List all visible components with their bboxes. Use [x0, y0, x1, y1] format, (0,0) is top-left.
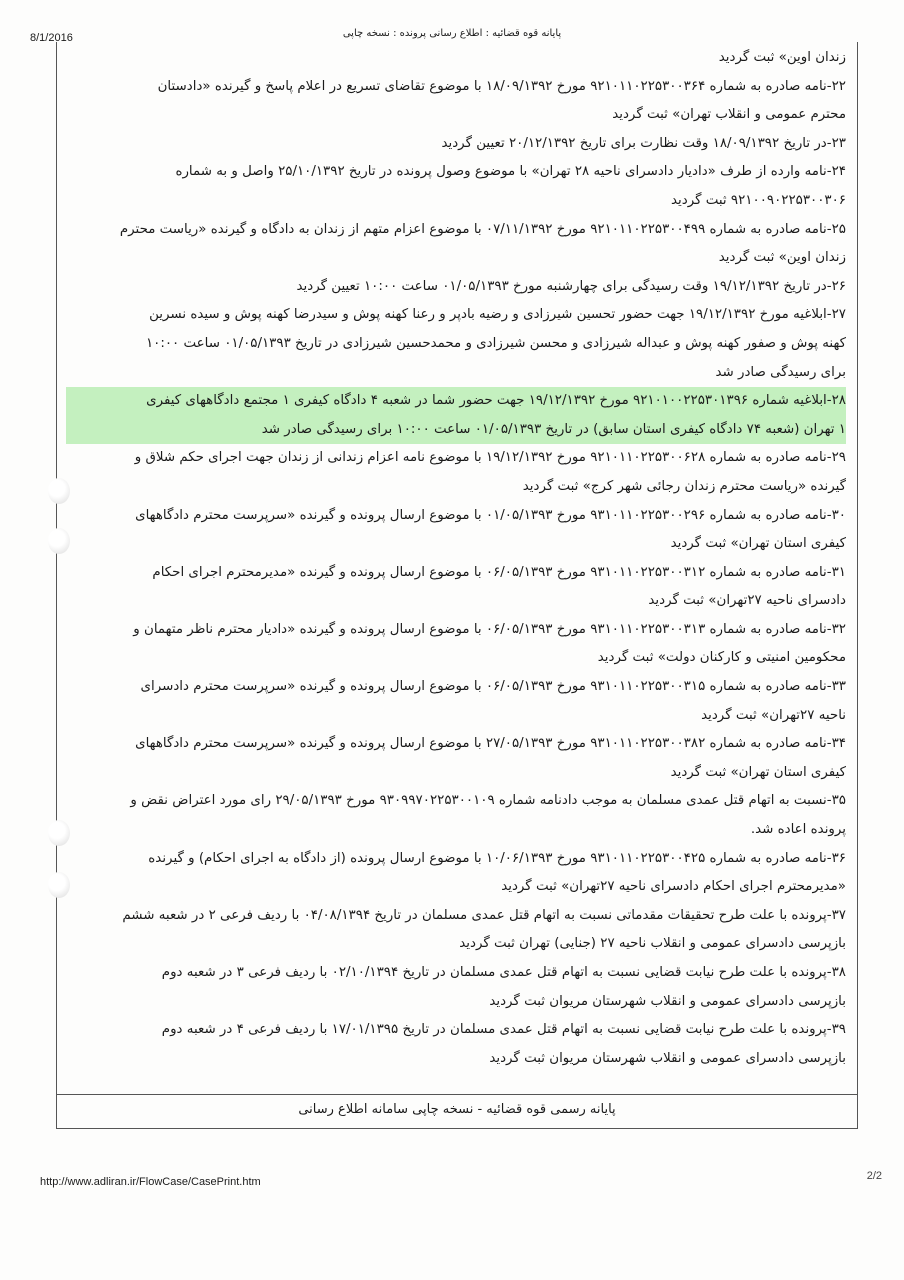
- text-line: ۳۶-نامه صادره به شماره ۹۳۱۰۱۱۰۲۲۵۳۰۰۴۲۵ مورخ ۱۰/۰۶/۱۳۹۳ با موضوع ارسال پرونده (از دادگاه به اجرای احکام) و گیرنده: [148, 850, 846, 866]
- text-line: محترم عمومی و انقلاب تهران» ثبت گردید: [612, 107, 846, 123]
- text-line: ۳۴-نامه صادره به شماره ۹۳۱۰۱۱۰۲۲۵۳۰۰۳۸۲ مورخ ۲۷/۰۵/۱۳۹۳ با موضوع ارسال پرونده و گیرنده «سرپرست محترم دادگاههای: [135, 736, 846, 752]
- text-line: بازپرسی دادسرای عمومی و انقلاب شهرستان مریوان ثبت گردید: [489, 993, 846, 1009]
- text-line: ۲۶-در تاریخ ۱۹/۱۲/۱۳۹۲ وقت رسیدگی برای چهارشنبه مورخ ۰۱/۰۵/۱۳۹۳ ساعت ۱۰:۰۰ تعیین گردید: [296, 278, 846, 294]
- text-line: گیرنده «ریاست محترم زندان رجائی شهر کرج» ثبت گردید: [522, 478, 846, 494]
- text-line: ۲۷-ابلاغیه مورخ ۱۹/۱۲/۱۳۹۲ جهت حضور تحسین شیرزادی و رضیه بادپر و رعنا کهنه پوش و سیدرضا کهنه پوش و سیده نسرین: [149, 307, 846, 323]
- print-date: 8/1/2016: [30, 32, 73, 44]
- case-history-text: [66, 44, 846, 1073]
- text-line: برای رسیدگی صادر شد: [715, 364, 846, 380]
- text-line: ۲۳-در تاریخ ۱۸/۰۹/۱۳۹۲ وقت نظارت برای تاریخ ۲۰/۱۲/۱۳۹۲ تعیین گردید: [441, 135, 846, 151]
- text-line: ۳۹-پرونده با علت طرح نیابت قضایی نسبت به اتهام قتل عمدی مسلمان در تاریخ ۱۷/۰۱/۱۳۹۵ با ردیف فرعی ۴ در شعبه دوم: [161, 1022, 846, 1038]
- text-line: ۱ تهران (شعبه ۷۴ دادگاه کیفری استان سابق) در تاریخ ۰۱/۰۵/۱۳۹۳ ساعت ۱۰:۰۰ برای رسیدگی صادر شد: [66, 416, 846, 445]
- text-line: ۲۸-ابلاغیه شماره ۹۲۱۰۱۰۰۲۲۵۳۰۱۳۹۶ مورخ ۱۹/۱۲/۱۳۹۲ جهت حضور شما در شعبه ۴ دادگاه کیفری ۱ مجتمع دادگاههای کیفری: [66, 387, 846, 416]
- text-line: ۳۲-نامه صادره به شماره ۹۳۱۰۱۱۰۲۲۵۳۰۰۳۱۳ مورخ ۰۶/۰۵/۱۳۹۳ با موضوع ارسال پرونده و گیرنده «دادیار محترم ناظر متهمان و: [133, 621, 846, 637]
- text-line: «مدیرمحترم اجرای احکام دادسرای ناحیه ۲۷تهران» ثبت گردید: [501, 879, 846, 895]
- text-line: ۳۵-نسبت به اتهام قتل عمدی مسلمان به موجب دادنامه شماره ۹۳۰۹۹۷۰۲۲۵۳۰۰۱۰۹ مورخ ۲۹/۰۵/۱۳۹۳ رای مورد اعتراض نقض و: [130, 793, 846, 809]
- print-header-title: پایانه قوه قضائیه : اطلاع رسانی پرونده : نسخه چاپی: [342, 28, 562, 39]
- punch-hole: [48, 872, 70, 898]
- footer-url: http://www.adliran.ir/FlowCase/CasePrint.htm: [40, 1176, 261, 1188]
- text-line: محکومین امنیتی و کارکنان دولت» ثبت گردید: [597, 650, 846, 666]
- text-line: زندان اوین» ثبت گردید: [718, 50, 846, 65]
- text-line: ۲۲-نامه صادره به شماره ۹۲۱۰۱۱۰۲۲۵۳۰۰۳۶۴ مورخ ۱۸/۰۹/۱۳۹۲ با موضوع تقاضای تسریع در اعلام پاسخ و گیرنده «دادستان: [157, 78, 846, 94]
- punch-hole: [48, 820, 70, 846]
- text-line: ۲۹-نامه صادره به شماره ۹۲۱۰۱۱۰۲۲۵۳۰۰۶۲۸ مورخ ۱۹/۱۲/۱۳۹۲ با موضوع نامه اعزام زندانی از زندان جهت اجرای حکم شلاق و: [134, 450, 846, 466]
- text-line: ۳۳-نامه صادره به شماره ۹۳۱۰۱۱۰۲۲۵۳۰۰۳۱۵ مورخ ۰۶/۰۵/۱۳۹۳ با موضوع ارسال پرونده و گیرنده «سرپرست محترم دادسرای: [140, 679, 846, 695]
- page-number: 2/2: [866, 1170, 882, 1182]
- text-line: زندان اوین» ثبت گردید: [718, 250, 846, 266]
- text-line: ۳۸-پرونده با علت طرح نیابت قضایی نسبت به اتهام قتل عمدی مسلمان در تاریخ ۰۲/۱۰/۱۳۹۴ با ردیف فرعی ۳ در شعبه دوم: [161, 965, 846, 980]
- footer-caption: پایانه رسمی قوه قضائیه - نسخه چاپی سامانه اطلاع رسانی: [56, 1094, 858, 1129]
- text-line: کهنه پوش و صفور کهنه پوش و عبداله شیرزادی و محسن شیرزادی و محمدحسین شیرزادی در تاریخ ۰۱/۰۵/۱۳۹۳ ساعت ۱۰:۰۰: [145, 335, 846, 351]
- text-line: کیفری استان تهران» ثبت گردید: [670, 536, 846, 552]
- punch-hole: [48, 528, 70, 554]
- text-line: ۳۱-نامه صادره به شماره ۹۳۱۰۱۱۰۲۲۵۳۰۰۳۱۲ مورخ ۰۶/۰۵/۱۳۹۳ با موضوع ارسال پرونده و گیرنده «مدیرمحترم اجرای احکام: [152, 564, 846, 580]
- text-line: کیفری استان تهران» ثبت گردید: [670, 764, 846, 780]
- text-line: بازپرسی دادسرای عمومی و انقلاب شهرستان مریوان ثبت گردید: [489, 1050, 846, 1066]
- text-line: ۳۷-پرونده با علت طرح تحقیقات مقدماتی نسبت به اتهام قتل عمدی مسلمان در تاریخ ۰۴/۰۸/۱۳۹۴ با ردیف فرعی ۲ در شعبه ششم: [122, 907, 846, 923]
- punch-hole: [48, 478, 70, 504]
- text-line: پرونده اعاده شد.: [750, 822, 846, 838]
- text-line: ۲۵-نامه صادره به شماره ۹۲۱۰۱۱۰۲۲۵۳۰۰۴۹۹ مورخ ۰۷/۱۱/۱۳۹۲ با موضوع اعزام متهم از زندان به دادگاه و گیرنده «ریاست محترم: [119, 221, 846, 237]
- text-line: بازپرسی دادسرای عمومی و انقلاب ناحیه ۲۷ (جنایی) تهران ثبت گردید: [459, 936, 846, 952]
- text-line: دادسرای ناحیه ۲۷تهران» ثبت گردید: [648, 593, 846, 609]
- text-line: ناحیه ۲۷تهران» ثبت گردید: [701, 707, 846, 723]
- text-line: ۳۰-نامه صادره به شماره ۹۳۱۰۱۱۰۲۲۵۳۰۰۲۹۶ مورخ ۰۱/۰۵/۱۳۹۳ با موضوع ارسال پرونده و گیرنده «سرپرست محترم دادگاههای: [135, 507, 846, 523]
- text-line: ۲۴-نامه وارده از طرف «دادیار دادسرای ناحیه ۲۸ تهران» با موضوع وصول پرونده در تاریخ ۲۵/۱۰/۱۳۹۲ واصل و به شماره: [175, 164, 846, 180]
- text-line: ۹۲۱۰۰۹۰۲۲۵۳۰۰۳۰۶ ثبت گردید: [671, 192, 846, 208]
